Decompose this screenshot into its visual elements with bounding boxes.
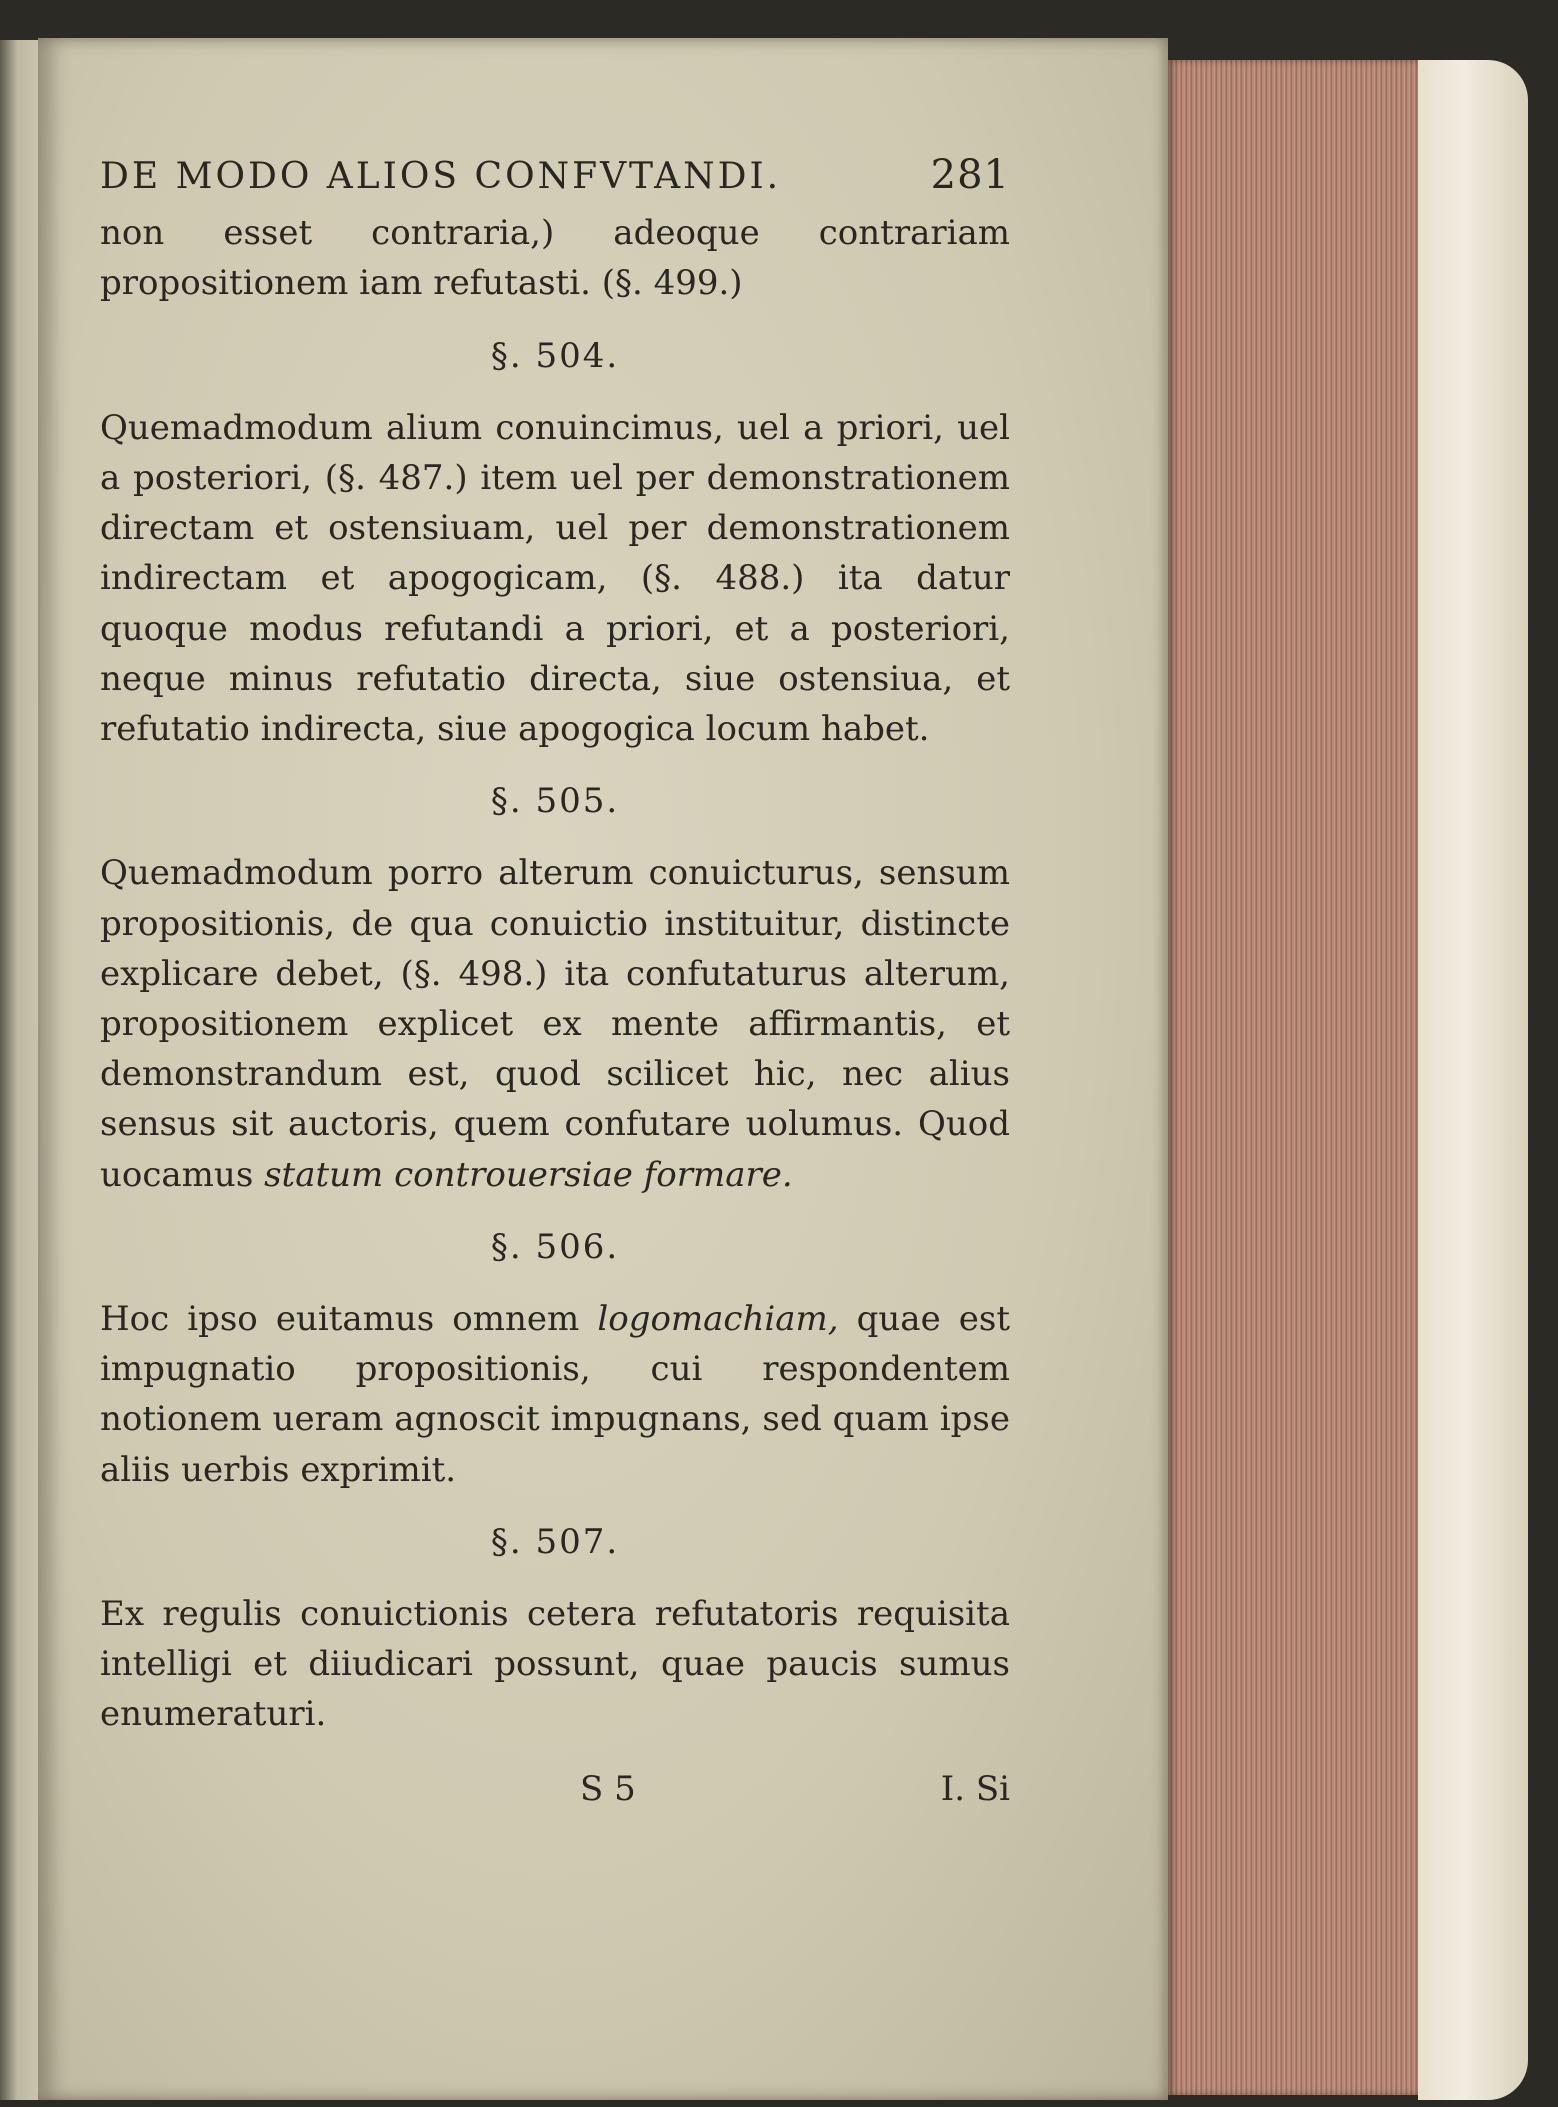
section-heading-504: §. 504. — [490, 335, 620, 376]
page-number: 281 — [930, 152, 1010, 198]
continuation-paragraph: non esset contraria,) adeoque contrariam propositionem iam refutasti. (§. 499.) — [100, 213, 1010, 304]
section-505-text-roman: Quemadmodum porro alterum conuicturus, sensum propositionis, de qua conuictio instituitur, distincte explicare debet, (§. 498.) ita confutaturus alterum, propositionem explicet ex mente affirmantis, et demonstrandum est, quod scilicet hic, nec alius sensus sit auctoris, quem confutare uolumus. Quod uocamus — [100, 853, 1010, 1195]
section-heading-505: §. 505. — [490, 781, 620, 822]
page-fore-edge — [1168, 60, 1418, 2095]
page-text-block — [100, 150, 1010, 1814]
section-506-text-roman: Hoc ipso euitamus omnem — [100, 1299, 580, 1340]
section-504-text: Quemadmodum alium conuincimus, uel a priori, uel a posteriori, (§. 487.) item uel per demonstrationem directam et ostensiuam, uel per demonstrationem indirectam et apogogicam, (§. 488.) ita datur quoque modus refutandi a priori, et a posteriori, neque minus refutatio directa, siue ostensiua, et refutatio indirecta, siue apogogica locum habet. — [100, 407, 1010, 750]
signature-mark: S 5 — [580, 1768, 636, 1809]
book-cover-edge — [1418, 60, 1528, 2100]
section-505-text-italic: statum controuersiae formare. — [264, 1154, 793, 1195]
catchword: I. Si — [940, 1768, 1010, 1809]
section-506-text — [100, 1294, 1010, 1495]
page-footer — [100, 1764, 1010, 1814]
section-heading-507: §. 507. — [490, 1521, 620, 1562]
facing-page-edge — [0, 40, 38, 2100]
section-heading-506: §. 506. — [490, 1226, 620, 1267]
section-506-text-roman-after: quae est impugnatio propositionis, cui respondentem notionem ueram agnoscit impugnans, sed quam ipse aliis uerbis exprimit. — [100, 1299, 1010, 1490]
running-header — [100, 150, 1010, 202]
section-505-text — [100, 848, 1010, 1199]
section-507-text: Ex regulis conuictionis cetera refutatoris requisita intelligi et diiudicari possunt, quae paucis sumus enumeraturi. — [100, 1594, 1010, 1735]
section-506-text-italic: logomachiam, — [597, 1299, 839, 1340]
running-title: DE MODO ALIOS CONFVTANDI. — [100, 156, 782, 197]
